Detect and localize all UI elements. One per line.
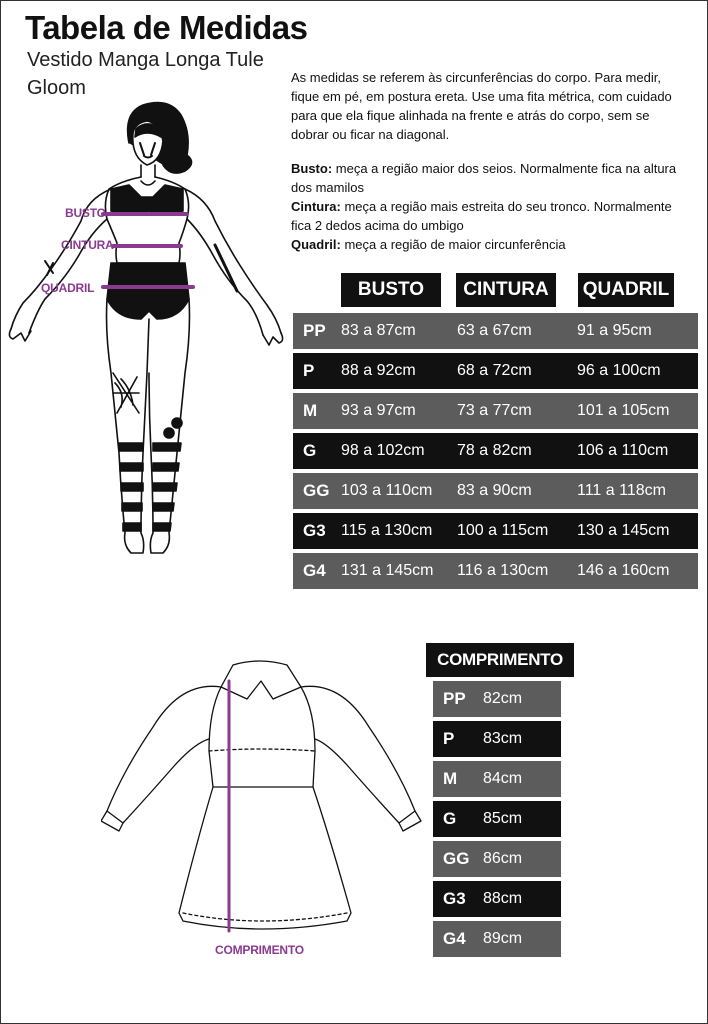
quadril-value: 106 a 110cm — [577, 442, 669, 459]
size-code: G3 — [303, 521, 326, 540]
size-code: P — [443, 729, 455, 748]
busto-value: 103 a 110cm — [341, 482, 433, 499]
label-comprimento: COMPRIMENTO — [215, 943, 304, 957]
label-quadril: QUADRIL — [41, 281, 95, 295]
cintura-value: 78 a 82cm — [457, 442, 532, 459]
cintura-value: 83 a 90cm — [457, 482, 532, 499]
cintura-value: 73 a 77cm — [457, 402, 532, 419]
header-quadril: QUADRIL — [578, 273, 674, 307]
table-row — [293, 553, 698, 589]
table-row — [433, 761, 561, 797]
measuring-instructions: As medidas se referem às circunferências do corpo. Para medir, fique em pé, em postura ereta. Use uma fita métrica, com cuidado para que ela fique alinhada na frente e atrás do corpo, sem se dobrar ou ficar na diagonal. — [291, 70, 672, 142]
header-cintura: CINTURA — [456, 273, 556, 307]
size-code: G — [303, 441, 317, 460]
table-row — [433, 681, 561, 717]
size-code: PP — [443, 689, 466, 708]
length-table-header: COMPRIMENTO — [426, 643, 574, 677]
cintura-value: 100 a 115cm — [457, 522, 549, 539]
size-code: GG — [443, 849, 470, 868]
size-table-header — [293, 273, 698, 309]
length-value: 83cm — [483, 730, 523, 747]
size-code: GG — [303, 481, 330, 500]
table-row — [433, 841, 561, 877]
definition-quadril: Quadril: meça a região de maior circunferência — [291, 237, 566, 252]
busto-value: 83 a 87cm — [341, 322, 416, 339]
table-row — [433, 881, 561, 917]
busto-value: 98 a 102cm — [341, 442, 425, 459]
length-value: 84cm — [483, 770, 523, 787]
size-code: P — [303, 361, 315, 380]
table-row — [293, 513, 698, 549]
product-collection: Gloom — [27, 77, 86, 99]
table-row — [293, 473, 698, 509]
body-measurement-illustration — [1, 93, 291, 593]
size-code: M — [443, 769, 458, 788]
product-name: Vestido Manga Longa Tule — [27, 49, 264, 71]
table-row — [433, 721, 561, 757]
quadril-value: 130 a 145cm — [577, 522, 670, 539]
table-row — [293, 433, 698, 469]
table-row — [433, 801, 561, 837]
size-table — [293, 273, 698, 589]
table-row — [293, 313, 698, 349]
table-row — [293, 393, 698, 429]
table-row — [293, 353, 698, 389]
cintura-value: 116 a 130cm — [457, 562, 549, 579]
size-code: G3 — [443, 889, 466, 908]
length-value: 88cm — [483, 890, 523, 907]
quadril-value: 111 a 118cm — [577, 482, 666, 499]
length-value: 82cm — [483, 690, 523, 707]
cintura-value: 63 a 67cm — [457, 322, 532, 339]
busto-value: 115 a 130cm — [341, 522, 433, 539]
size-code: G — [443, 809, 457, 828]
quadril-value: 91 a 95cm — [577, 322, 652, 339]
length-value: 89cm — [483, 930, 523, 947]
length-table — [426, 643, 574, 957]
size-code: PP — [303, 321, 326, 340]
busto-value: 131 a 145cm — [341, 562, 434, 579]
quadril-value: 101 a 105cm — [577, 402, 670, 419]
header-busto: BUSTO — [341, 273, 441, 307]
busto-value: 88 a 92cm — [341, 362, 416, 379]
length-value: 86cm — [483, 850, 523, 867]
length-value: 85cm — [483, 810, 523, 827]
definition-cintura: Cintura: meça a região mais estreita do seu tronco. Normalmente fica 2 dedos acima do umbigo — [291, 199, 672, 233]
page-title: Tabela de Medidas — [25, 9, 308, 46]
label-cintura: CINTURA — [61, 238, 114, 252]
quadril-value: 96 a 100cm — [577, 362, 661, 379]
measurement-definitions — [291, 159, 691, 254]
busto-value: 93 a 97cm — [341, 402, 416, 419]
dress-length-illustration — [101, 651, 431, 961]
size-code: G4 — [443, 929, 466, 948]
table-row — [433, 921, 561, 957]
cintura-value: 68 a 72cm — [457, 362, 532, 379]
quadril-value: 146 a 160cm — [577, 562, 670, 579]
label-busto: BUSTO — [65, 206, 106, 220]
size-code: G4 — [303, 561, 326, 580]
size-code: M — [303, 401, 318, 420]
definition-busto: Busto: meça a região maior dos seios. Normalmente fica na altura dos mamilos — [291, 161, 677, 195]
